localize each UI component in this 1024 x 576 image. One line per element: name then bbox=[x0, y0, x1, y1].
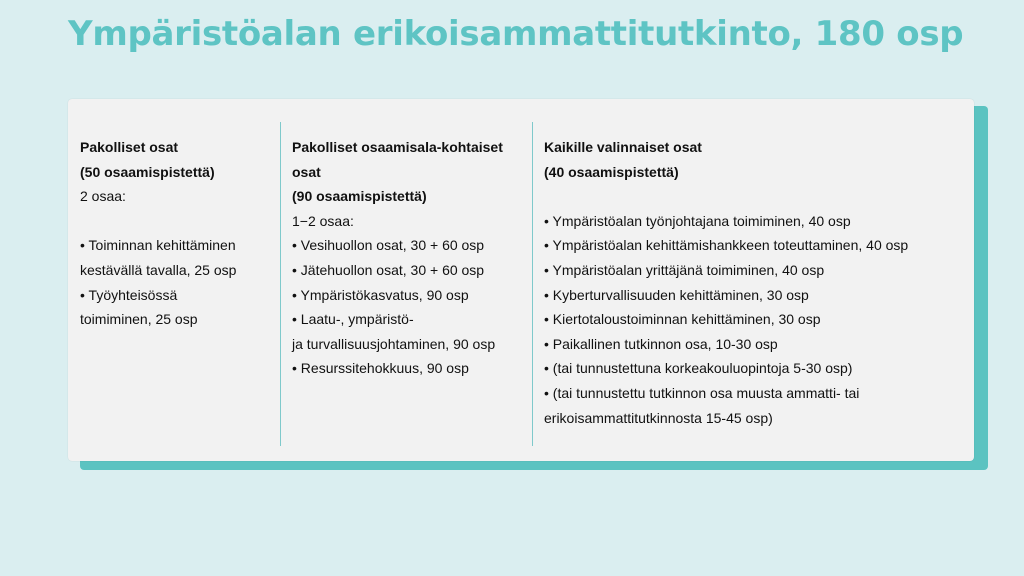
column-heading-line: Pakolliset osat bbox=[80, 139, 179, 155]
column-optional bbox=[544, 135, 970, 430]
column-text-line: • Vesihuollon osat, 30 + 60 osp bbox=[292, 237, 485, 254]
column-text-line: • Jätehuollon osat, 30 + 60 osp bbox=[292, 261, 485, 278]
column-text-line: • Työyhteisössä bbox=[80, 286, 178, 303]
column-heading-line: (90 osaamispistettä) bbox=[292, 188, 427, 205]
column-heading-line: Kaikille valinnaiset osat bbox=[544, 139, 702, 155]
column-divider-2 bbox=[532, 122, 533, 446]
column-text-line bbox=[80, 209, 276, 234]
column-heading-line: osat bbox=[292, 163, 321, 180]
column-heading-line: (40 osaamispistettä) bbox=[544, 163, 679, 180]
column-text-line: • Kyberturvallisuuden kehittäminen, 30 osp bbox=[544, 286, 809, 303]
column-text-line: • Resurssitehokkuus, 90 osp bbox=[292, 360, 469, 377]
column-text-line: • (tai tunnustettuna korkeakouluopintoja 5-30 osp) bbox=[544, 360, 853, 377]
column-text-line: • Ympäristöalan työnjohtajana toimiminen, 40 osp bbox=[544, 212, 851, 229]
column-text-line: 2 osaa: bbox=[80, 188, 126, 205]
column-text-line: • Paikallinen tutkinnon osa, 10-30 osp bbox=[544, 335, 778, 352]
column-text-line: ja turvallisuusjohtaminen, 90 osp bbox=[292, 335, 496, 352]
column-text-line: erikoisammattitutkinnosta 15-45 osp) bbox=[544, 409, 773, 426]
column-text-line: kestävällä tavalla, 25 osp bbox=[80, 261, 237, 278]
column-text-line: • Toiminnan kehittäminen bbox=[80, 237, 236, 254]
column-text-line: toimiminen, 25 osp bbox=[80, 311, 198, 328]
column-text-line: • Kiertotaloustoiminnan kehittäminen, 30 osp bbox=[544, 311, 821, 328]
column-text-line bbox=[544, 184, 970, 209]
column-text-line: • Laatu-, ympäristö- bbox=[292, 311, 414, 328]
column-specialization bbox=[292, 135, 528, 381]
column-text-line: • Ympäristöalan yrittäjänä toimiminen, 40 osp bbox=[544, 261, 825, 278]
column-mandatory bbox=[80, 135, 276, 332]
column-heading-line: Pakolliset osaamisala-kohtaiset bbox=[292, 139, 503, 155]
column-heading-line: (50 osaamispistettä) bbox=[80, 163, 215, 180]
column-divider-1 bbox=[280, 122, 281, 446]
column-text-line: • Ympäristöalan kehittämishankkeen toteuttaminen, 40 osp bbox=[544, 237, 909, 254]
column-text-line: • (tai tunnustettu tutkinnon osa muusta ammatti- tai bbox=[544, 384, 860, 401]
column-text-line: • Ympäristökasvatus, 90 osp bbox=[292, 286, 469, 303]
column-text-line: 1−2 osaa: bbox=[292, 212, 354, 229]
page-title: Ympäristöalan erikoisammattitutkinto, 180 osp bbox=[68, 14, 964, 54]
